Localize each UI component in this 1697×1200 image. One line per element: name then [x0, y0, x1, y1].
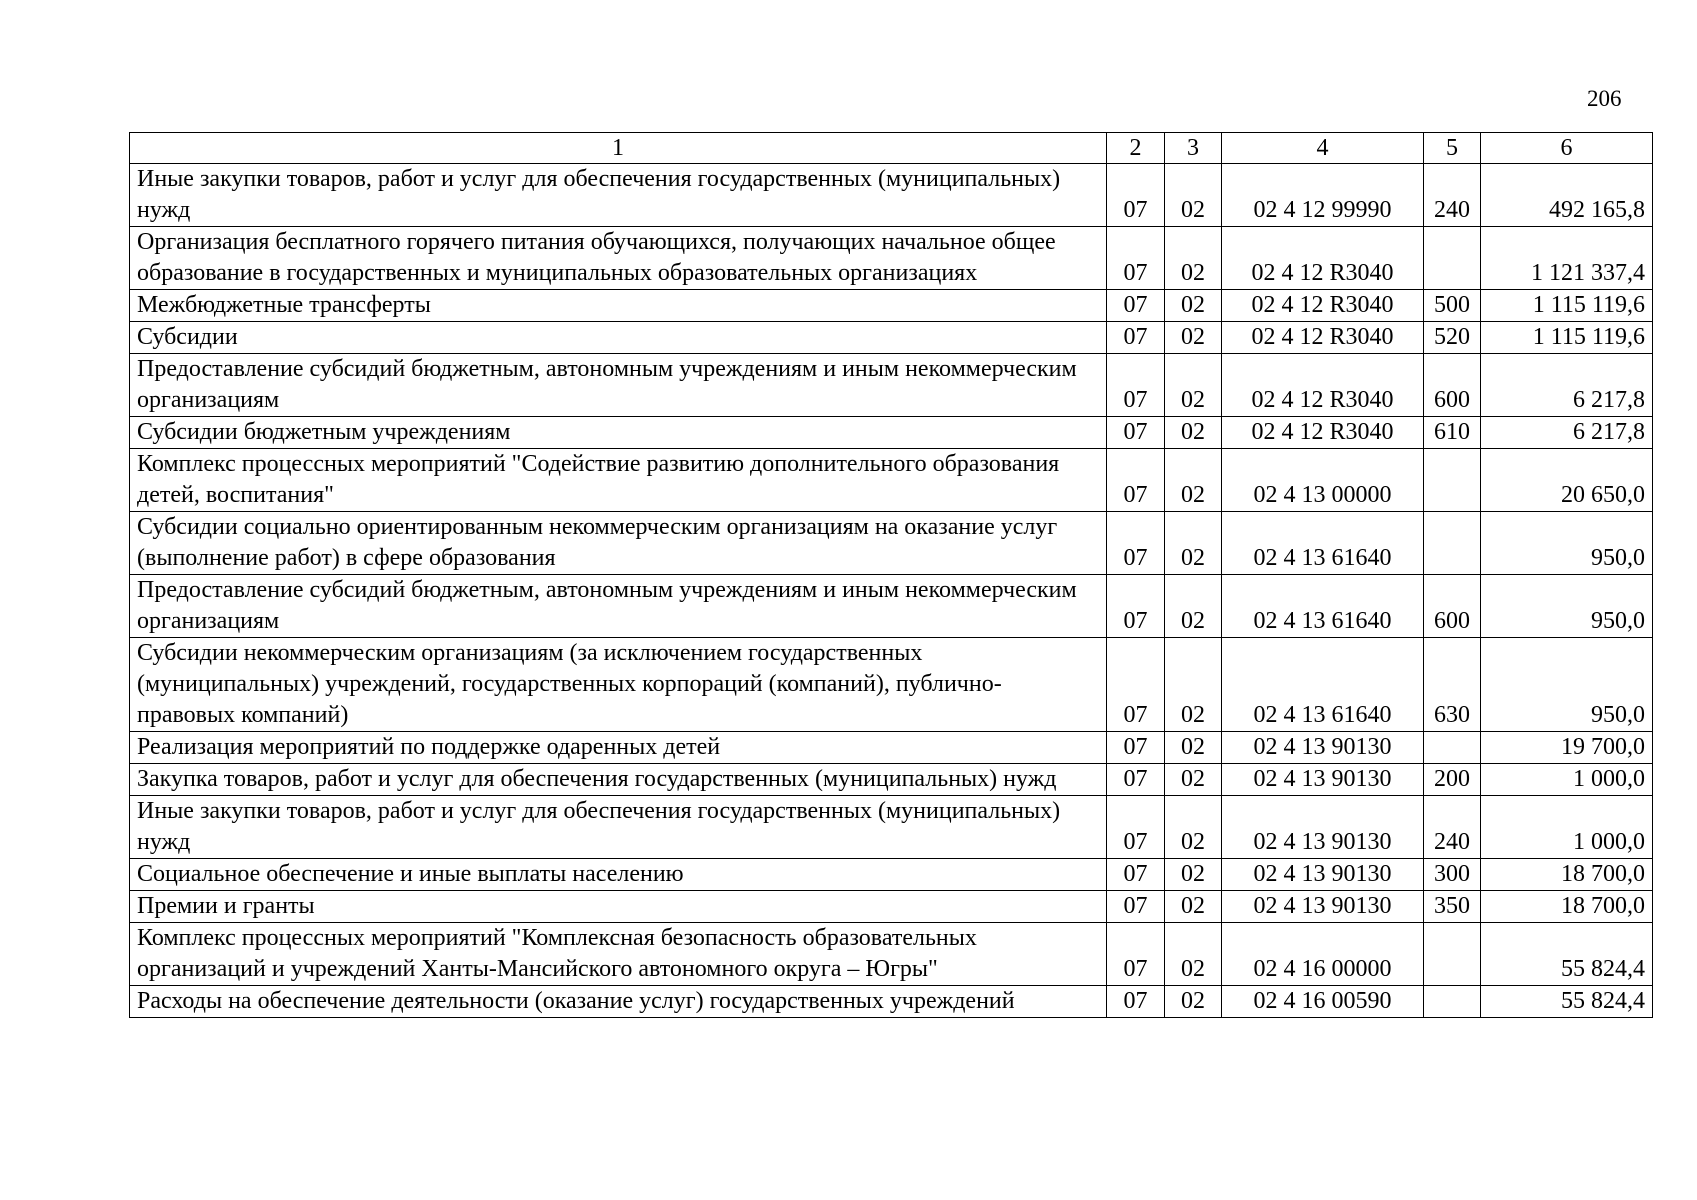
- row-subsection-code: 02: [1165, 732, 1222, 764]
- row-description: Субсидии бюджетным учреждениям: [130, 417, 1107, 449]
- table-row: [130, 575, 1653, 638]
- table-row: [130, 512, 1653, 575]
- row-section-code: 07: [1107, 923, 1165, 986]
- row-description: Реализация мероприятий по поддержке одаренных детей: [130, 732, 1107, 764]
- row-expense-type: [1424, 449, 1481, 512]
- row-expense-type: [1424, 986, 1481, 1018]
- table-row: [130, 923, 1653, 986]
- row-section-code: 07: [1107, 354, 1165, 417]
- row-amount: 18 700,0: [1481, 891, 1653, 923]
- row-target-article: 02 4 13 00000: [1222, 449, 1424, 512]
- row-subsection-code: 02: [1165, 859, 1222, 891]
- row-amount: 18 700,0: [1481, 859, 1653, 891]
- row-expense-type: 600: [1424, 575, 1481, 638]
- row-expense-type: [1424, 923, 1481, 986]
- row-description: Комплекс процессных мероприятий "Содействие развитию дополнительного образования детей, воспитания": [130, 449, 1107, 512]
- row-amount: 55 824,4: [1481, 986, 1653, 1018]
- row-subsection-code: 02: [1165, 417, 1222, 449]
- row-description: Премии и гранты: [130, 891, 1107, 923]
- row-subsection-code: 02: [1165, 354, 1222, 417]
- column-number: 6: [1481, 133, 1653, 164]
- column-number: 1: [130, 133, 1107, 164]
- row-section-code: 07: [1107, 575, 1165, 638]
- row-expense-type: [1424, 227, 1481, 290]
- row-section-code: 07: [1107, 227, 1165, 290]
- row-description: Межбюджетные трансферты: [130, 290, 1107, 322]
- row-section-code: 07: [1107, 164, 1165, 227]
- row-amount: 19 700,0: [1481, 732, 1653, 764]
- row-amount: 1 115 119,6: [1481, 322, 1653, 354]
- row-expense-type: 240: [1424, 796, 1481, 859]
- row-amount: 1 000,0: [1481, 764, 1653, 796]
- row-expense-type: 350: [1424, 891, 1481, 923]
- column-number: 5: [1424, 133, 1481, 164]
- row-section-code: 07: [1107, 732, 1165, 764]
- row-subsection-code: 02: [1165, 764, 1222, 796]
- column-number-row: [130, 133, 1653, 164]
- budget-table: [129, 132, 1653, 1018]
- column-number: 2: [1107, 133, 1165, 164]
- table-row: [130, 449, 1653, 512]
- row-amount: 1 121 337,4: [1481, 227, 1653, 290]
- row-expense-type: 240: [1424, 164, 1481, 227]
- row-description: Субсидии социально ориентированным некоммерческим организациям на оказание услуг (выполнение работ) в сфере образования: [130, 512, 1107, 575]
- table-row: [130, 227, 1653, 290]
- row-subsection-code: 02: [1165, 322, 1222, 354]
- row-subsection-code: 02: [1165, 986, 1222, 1018]
- row-amount: 55 824,4: [1481, 923, 1653, 986]
- table-row: [130, 354, 1653, 417]
- row-target-article: 02 4 12 99990: [1222, 164, 1424, 227]
- row-section-code: 07: [1107, 796, 1165, 859]
- table-row: [130, 164, 1653, 227]
- row-subsection-code: 02: [1165, 449, 1222, 512]
- row-subsection-code: 02: [1165, 923, 1222, 986]
- row-section-code: 07: [1107, 290, 1165, 322]
- row-subsection-code: 02: [1165, 796, 1222, 859]
- column-number: 3: [1165, 133, 1222, 164]
- row-expense-type: [1424, 732, 1481, 764]
- row-target-article: 02 4 13 90130: [1222, 891, 1424, 923]
- row-description: Субсидии некоммерческим организациям (за исключением государственных (муниципальных) учреждений, государственных корпораций (компаний), публично-правовых компаний): [130, 638, 1107, 732]
- row-expense-type: 630: [1424, 638, 1481, 732]
- row-subsection-code: 02: [1165, 512, 1222, 575]
- row-subsection-code: 02: [1165, 891, 1222, 923]
- column-number: 4: [1222, 133, 1424, 164]
- row-expense-type: 610: [1424, 417, 1481, 449]
- row-target-article: 02 4 16 00590: [1222, 986, 1424, 1018]
- row-target-article: 02 4 12 R3040: [1222, 227, 1424, 290]
- row-description: Иные закупки товаров, работ и услуг для обеспечения государственных (муниципальных) нужд: [130, 796, 1107, 859]
- row-amount: 6 217,8: [1481, 417, 1653, 449]
- page-number: 206: [1587, 86, 1622, 111]
- table-row: [130, 986, 1653, 1018]
- row-amount: 950,0: [1481, 512, 1653, 575]
- row-description: Комплекс процессных мероприятий "Комплексная безопасность образовательных организаций и учреждений Ханты-Мансийского автономного округа – Югры": [130, 923, 1107, 986]
- row-description: Предоставление субсидий бюджетным, автономным учреждениям и иным некоммерческим организациям: [130, 575, 1107, 638]
- row-target-article: 02 4 13 90130: [1222, 796, 1424, 859]
- row-section-code: 07: [1107, 322, 1165, 354]
- row-amount: 950,0: [1481, 575, 1653, 638]
- row-expense-type: 520: [1424, 322, 1481, 354]
- row-section-code: 07: [1107, 512, 1165, 575]
- row-section-code: 07: [1107, 417, 1165, 449]
- table-row: [130, 417, 1653, 449]
- row-description: Субсидии: [130, 322, 1107, 354]
- row-subsection-code: 02: [1165, 575, 1222, 638]
- row-target-article: 02 4 12 R3040: [1222, 354, 1424, 417]
- row-amount: 1 115 119,6: [1481, 290, 1653, 322]
- row-section-code: 07: [1107, 859, 1165, 891]
- row-expense-type: [1424, 512, 1481, 575]
- row-target-article: 02 4 12 R3040: [1222, 322, 1424, 354]
- budget-table-body: [130, 133, 1653, 1018]
- row-target-article: 02 4 13 61640: [1222, 638, 1424, 732]
- table-row: [130, 891, 1653, 923]
- row-description: Иные закупки товаров, работ и услуг для обеспечения государственных (муниципальных) нужд: [130, 164, 1107, 227]
- row-target-article: 02 4 13 90130: [1222, 732, 1424, 764]
- row-target-article: 02 4 13 90130: [1222, 859, 1424, 891]
- row-section-code: 07: [1107, 891, 1165, 923]
- row-amount: 6 217,8: [1481, 354, 1653, 417]
- row-section-code: 07: [1107, 764, 1165, 796]
- row-description: Закупка товаров, работ и услуг для обеспечения государственных (муниципальных) нужд: [130, 764, 1107, 796]
- row-amount: 1 000,0: [1481, 796, 1653, 859]
- row-subsection-code: 02: [1165, 290, 1222, 322]
- row-subsection-code: 02: [1165, 638, 1222, 732]
- row-section-code: 07: [1107, 986, 1165, 1018]
- table-row: [130, 764, 1653, 796]
- row-description: Организация бесплатного горячего питания обучающихся, получающих начальное общее образование в государственных и муниципальных образовательных организациях: [130, 227, 1107, 290]
- row-target-article: 02 4 12 R3040: [1222, 417, 1424, 449]
- table-row: [130, 859, 1653, 891]
- row-amount: 950,0: [1481, 638, 1653, 732]
- row-amount: 492 165,8: [1481, 164, 1653, 227]
- row-subsection-code: 02: [1165, 164, 1222, 227]
- row-target-article: 02 4 12 R3040: [1222, 290, 1424, 322]
- row-section-code: 07: [1107, 449, 1165, 512]
- row-expense-type: 600: [1424, 354, 1481, 417]
- row-description: Расходы на обеспечение деятельности (оказание услуг) государственных учреждений: [130, 986, 1107, 1018]
- row-description: Предоставление субсидий бюджетным, автономным учреждениям и иным некоммерческим организациям: [130, 354, 1107, 417]
- row-expense-type: 200: [1424, 764, 1481, 796]
- row-section-code: 07: [1107, 638, 1165, 732]
- row-expense-type: 500: [1424, 290, 1481, 322]
- row-target-article: 02 4 13 61640: [1222, 512, 1424, 575]
- table-row: [130, 638, 1653, 732]
- row-target-article: 02 4 13 61640: [1222, 575, 1424, 638]
- row-subsection-code: 02: [1165, 227, 1222, 290]
- row-target-article: 02 4 16 00000: [1222, 923, 1424, 986]
- table-row: [130, 322, 1653, 354]
- table-row: [130, 290, 1653, 322]
- row-expense-type: 300: [1424, 859, 1481, 891]
- table-row: [130, 796, 1653, 859]
- row-description: Социальное обеспечение и иные выплаты населению: [130, 859, 1107, 891]
- row-amount: 20 650,0: [1481, 449, 1653, 512]
- table-row: [130, 732, 1653, 764]
- row-target-article: 02 4 13 90130: [1222, 764, 1424, 796]
